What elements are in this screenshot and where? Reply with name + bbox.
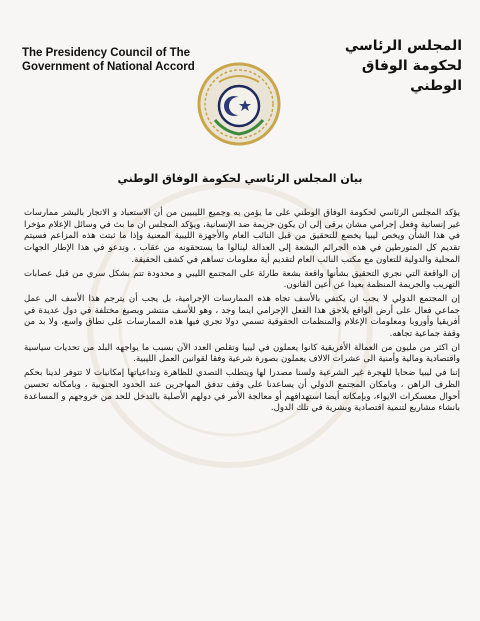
english-header: [22, 46, 222, 74]
paragraph-3: إن المجتمع الدولي لا يجب ان يكتفي بالأسف تجاه هذه الممارسات الإجرامية، بل يجب أن يترجم هذا الأسف الى عمل جماعي فعال على أرض الواقع يلاحق هذا الفعل الإجرامي اينما وجد ، وهو للأسف منتشر وبصيغ مختلفة في دول عديدة في أفريقيا وأوروبا ومعلومات الإعلام والمنظمات الحقوقية تسمي دولا تجري فيها هذه الممارسات على نطاق واسع، ولا بد من وقفة جماعية تجاهه.: [24, 293, 460, 340]
paragraph-5: إننا في ليبيا ضحايا للهجرة غير الشرعية ولسنا مصدرا لها ويتطلب التصدي للظاهرة وتداعياتها إمكانيات لا تتوفر لدينا بحكم الظرف الراهن ، وبامكان المجتمع الدولي أن يساعدنا على وقف تدفق المهاجرين عند الحدود الجنوبية ، وبامكانه تحسين أحوال معسكرات الايواء، وبإمكانه أيضا استهدافهم أو معالجة الأمر في دولهم الأصلية بالتدخل للحد من خروجهم و المساعدة بانشاء مشاريع لتنمية اقتصادية وبشرية في تلك الدول.: [24, 368, 460, 414]
paragraph-2: إن الواقعة التي نجري التحقيق بشأنها واقعة بشعة طارئة على المجتمع الليبي و محدودة تتم بشكل سري من قبل عصابات التهريب والجريمة المنظمة بعيدا عن أعين القانون.: [24, 268, 460, 291]
statement-body: [24, 208, 460, 417]
arabic-header: [312, 36, 462, 96]
arabic-header-line1: المجلس الرئاسي: [344, 38, 462, 54]
paragraph-4: ان اكثر من مليون من العمالة الأفريقية كانوا يعملون في ليبيا وتقلص العدد الآن بسبب ما يواجهه البلد من تحديات سياسية واقتصادية ومالية وأمنية الى عشرات الالاف يعملون بصورة شرعية وفقا لقوانين العمل الليبية.: [24, 342, 460, 365]
statement-title: بيان المجلس الرئاسي لحكومة الوفاق الوطني: [117, 172, 363, 185]
paragraph-1: يؤكد المجلس الرئاسي لحكومة الوفاق الوطني على ما يؤمن به وجميع الليبيين من أن الاستعباد و الاتجار بالبشر ممارسات غير إنسانية وفعل إجرامي مشان يرقى إلى ان يكون جريمة ضد الإنسانية، ويؤكد المجلس ان ما بث في وسائل الإعلام مؤخرا في هذا الشأن ويخص ليبيا يخضع للتحقيق من قبل النائب العام والأجهزة الليبية المعنية وإذا ما ثبتت هذه المزاعم فسيتم تقديم كل المتورطين في هذه الجرائم البشعة إلى العدالة لينالوا ما يستحقونه من عقاب ، وندعو في هذا الإطار الجهات المحلية والدولية للتعاون مع مكتب النائب العام لتقديم أية معلومات تساهم في كشف الحقيقة.: [24, 208, 460, 265]
arabic-header-line2: لحكومة الوفاق الوطني: [361, 58, 462, 94]
english-header-line1: The Presidency Council of The: [22, 47, 191, 59]
state-emblem-icon: [195, 60, 283, 148]
english-header-line2: Government of National Accord: [22, 61, 195, 73]
